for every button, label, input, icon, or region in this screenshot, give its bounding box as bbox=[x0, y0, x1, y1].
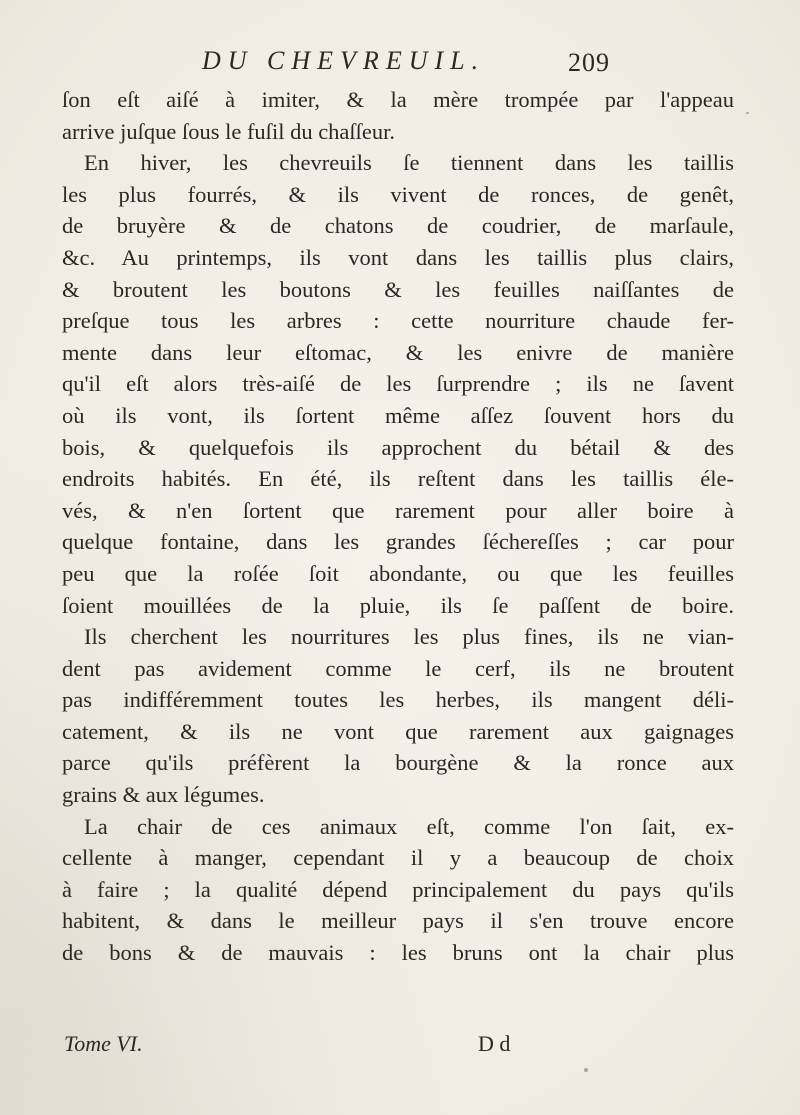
text-line: dent pas avidement comme le cerf, ils ne broutent bbox=[62, 655, 734, 681]
text-line: arrive juſque ſous le fuſil du chaſſeur. bbox=[62, 118, 396, 144]
signature-mark: D d bbox=[478, 1031, 511, 1056]
text-line: & broutent les boutons & les feuilles naiſſantes de bbox=[62, 276, 734, 302]
text-line: preſque tous les arbres : cette nourriture chaude fer- bbox=[62, 308, 734, 334]
running-title: DU CHEVREUIL. bbox=[202, 46, 486, 75]
text-line: bois, & quelquefois ils approchent du bétail & des bbox=[62, 434, 734, 460]
page-footer bbox=[62, 1031, 734, 1063]
text-line: qu'il eſt alors très-aiſé de les ſurprendre ; ils ne ſavent bbox=[62, 371, 734, 397]
text-line: cellente à manger, cependant il y a beaucoup de choix bbox=[62, 845, 734, 871]
text-line: quelque fontaine, dans les grandes ſéchereſſes ; car pour bbox=[62, 529, 734, 555]
page-number: 209 bbox=[568, 48, 610, 77]
body-text bbox=[62, 84, 734, 969]
text-line: grains & aux légumes. bbox=[62, 782, 265, 808]
paper-speck bbox=[746, 112, 749, 114]
text-line: peu que la roſée ſoit abondante, ou que les feuilles bbox=[62, 560, 734, 586]
text-line: endroits habités. En été, ils reſtent dans les taillis éle- bbox=[62, 466, 734, 492]
text-line: parce qu'ils préfèrent la bourgène & la ronce aux bbox=[62, 750, 734, 776]
text-line: catement, & ils ne vont que rarement aux gaignages bbox=[62, 718, 734, 744]
text-line: mente dans leur eſtomac, & les enivre de manière bbox=[62, 339, 734, 365]
text-line: ſoient mouillées de la pluie, ils ſe paſſent de boire. bbox=[62, 592, 734, 618]
text-line: habitent, & dans le meilleur pays il s'en trouve encore bbox=[62, 908, 734, 934]
text-line: où ils vont, ils ſortent même aſſez ſouvent hors du bbox=[62, 402, 734, 428]
volume-marker: Tome VI. bbox=[64, 1031, 143, 1056]
text-line: vés, & n'en ſortent que rarement pour aller boire à bbox=[62, 497, 734, 523]
text-line: &c. Au printemps, ils vont dans les taillis plus clairs, bbox=[62, 244, 734, 270]
text-line: de bruyère & de chatons de coudrier, de marſaule, bbox=[62, 213, 734, 239]
text-line: les plus fourrés, & ils vivent de ronces, de genêt, bbox=[62, 181, 734, 207]
page-header bbox=[190, 46, 610, 86]
text-line: En hiver, les chevreuils ſe tiennent dans les taillis bbox=[84, 150, 734, 176]
text-line: à faire ; la qualité dépend principalement du pays qu'ils bbox=[62, 876, 734, 902]
text-line: Ils cherchent les nourritures les plus fines, ils ne vian- bbox=[84, 624, 734, 650]
paper-speck bbox=[584, 1068, 588, 1072]
text-line: La chair de ces animaux eſt, comme l'on ſait, ex- bbox=[84, 813, 734, 839]
text-line: pas indifféremment toutes les herbes, ils mangent déli- bbox=[62, 687, 734, 713]
text-line: ſon eſt aiſé à imiter, & la mère trompée par l'appeau bbox=[62, 87, 734, 112]
text-line: de bons & de mauvais : les bruns ont la chair plus bbox=[62, 940, 734, 966]
